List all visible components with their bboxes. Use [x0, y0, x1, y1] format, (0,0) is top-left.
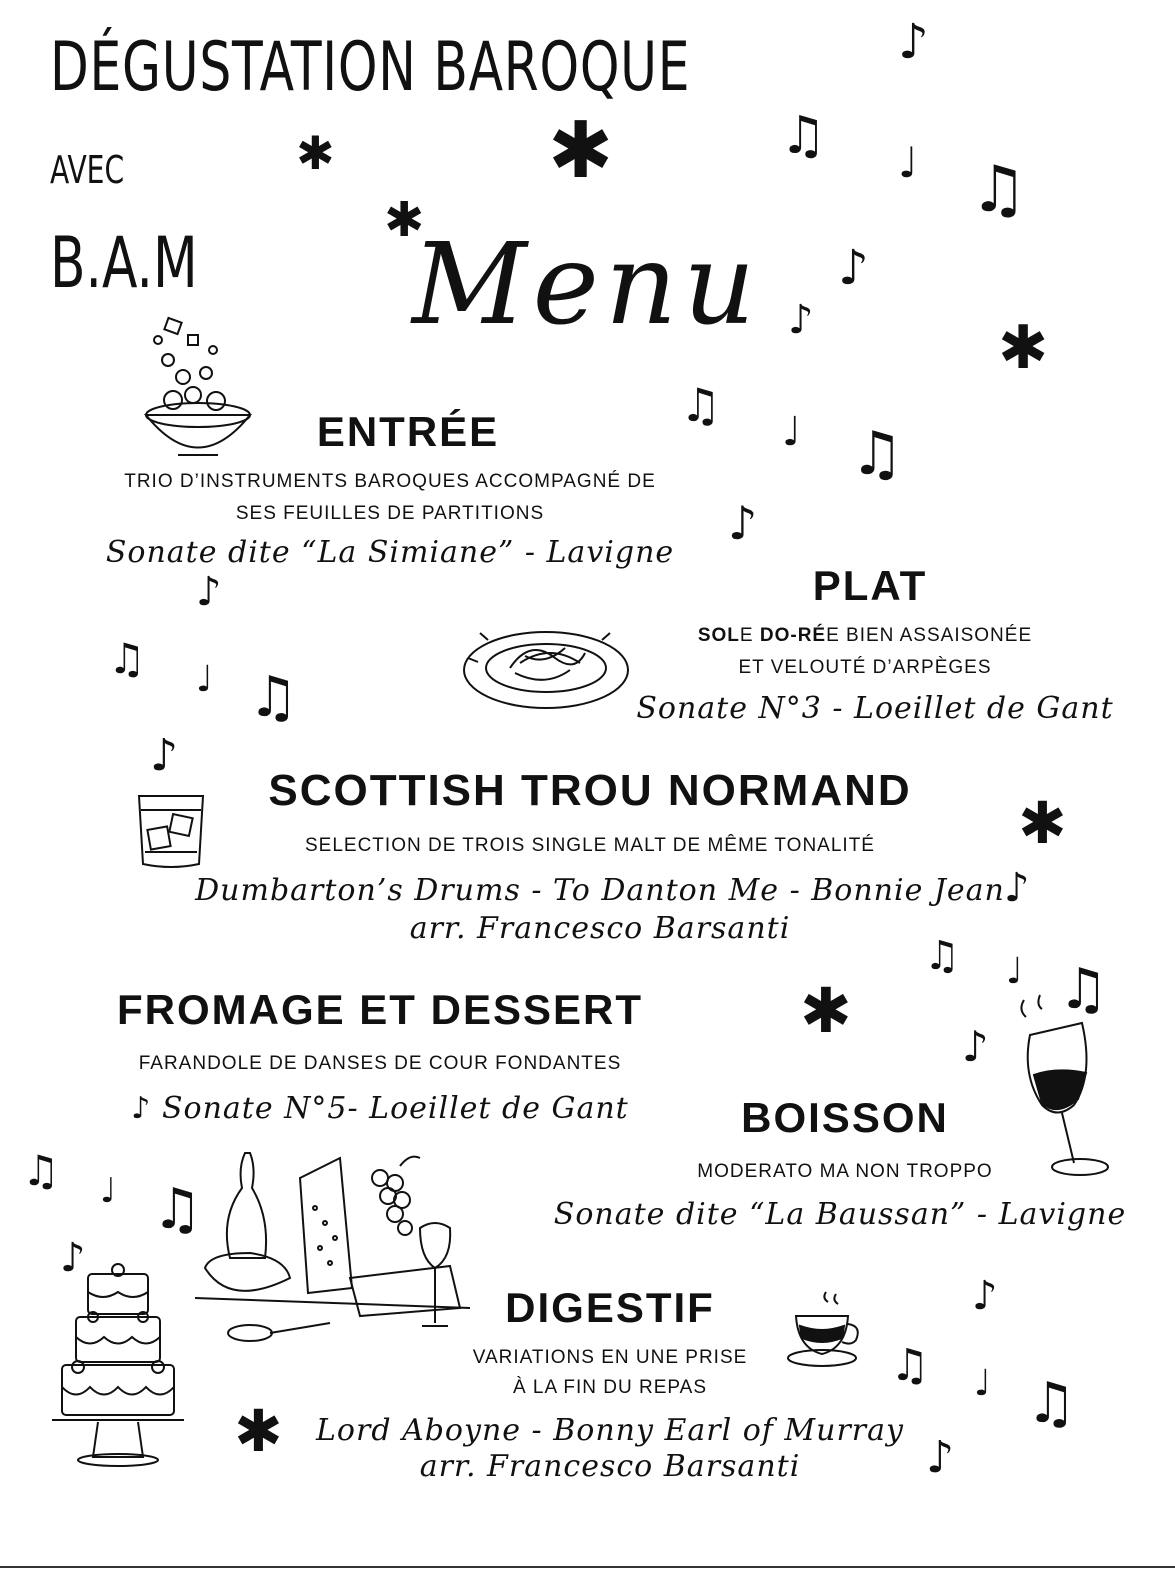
plat-desc-e: E — [739, 625, 760, 646]
beamed-notes-icon: ♫ — [780, 106, 827, 166]
asterisk-icon: ✱ — [800, 974, 852, 1047]
beamed-notes-icon: ♫ — [248, 665, 299, 730]
plat-desc-dore: DO-RÉ — [759, 625, 827, 646]
eighth-note-icon: ♪ — [788, 297, 814, 343]
spaghetti-plate-icon — [460, 618, 632, 718]
digestif-desc-line1: VARIATIONS EN UNE PRISE — [472, 1347, 748, 1368]
boisson-piece: Sonate dite “La Baussan” - Lavigne — [553, 1197, 1127, 1232]
digestif-piece-line1: Lord Aboyne - Bonny Earl of Murray — [316, 1413, 904, 1448]
quarter-note-icon: ♩ — [974, 1363, 991, 1404]
eighth-note-icon: ♪ — [962, 1022, 989, 1071]
trou-normand-desc: SELECTION DE TROIS SINGLE MALT DE MÊME TONALITÉ — [305, 835, 875, 856]
fromage-piece — [100, 1090, 660, 1128]
eighth-note-icon: ♪ — [898, 14, 929, 70]
trou-normand-piece-line1: Dumbarton’s Drums - To Danton Me - Bonnie Jean — [195, 873, 1005, 908]
entree-desc-line2: SES FEUILLES DE PARTITIONS — [235, 503, 545, 524]
quarter-note-icon: ♩ — [100, 1171, 117, 1211]
wine-glass-icon — [1012, 995, 1112, 1185]
ensemble-name: B.A.M — [50, 222, 198, 304]
wedding-cake-icon — [48, 1262, 188, 1472]
entree-piece: Sonate dite “La Simiane” - Lavigne — [105, 535, 675, 570]
eighth-note-icon: ♪ — [838, 240, 869, 296]
eighth-note-icon: ♪ — [926, 1432, 955, 1483]
section-title-trou-normand: SCOTTISH TROU NORMAND — [268, 766, 912, 815]
quarter-note-icon: ♩ — [1006, 951, 1023, 992]
asterisk-icon: ✱ — [548, 106, 614, 196]
eighth-note-icon: ♪ — [60, 1235, 86, 1281]
eighth-note-icon: ♪ — [1004, 865, 1030, 911]
plat-piece: Sonate N°3 - Loeillet de Gant — [636, 691, 1114, 726]
beamed-notes-icon: ♫ — [1026, 1371, 1077, 1436]
coffee-cup-icon — [786, 1288, 866, 1370]
beamed-notes-icon: ♫ — [970, 153, 1028, 227]
section-title-fromage: FROMAGE ET DESSERT — [116, 986, 644, 1033]
asterisk-icon: ✱ — [998, 313, 1049, 383]
eighth-note-icon: ♪ — [150, 730, 179, 781]
section-title-digestif: DIGESTIF — [505, 1284, 715, 1331]
trou-normand-piece-line2: arr. Francesco Barsanti — [409, 911, 791, 946]
eighth-note-icon: ♪ — [196, 569, 222, 615]
digestif-piece-line2: arr. Francesco Barsanti — [419, 1449, 801, 1484]
beamed-notes-icon: ♫ — [22, 1146, 60, 1195]
asterisk-icon: ✱ — [384, 192, 425, 248]
boisson-desc: MODERATO MA NON TROPPO — [697, 1161, 993, 1182]
plat-desc-rest: E BIEN ASSAISONÉE — [826, 625, 1033, 646]
bottom-divider — [0, 1566, 1175, 1568]
quarter-note-icon: ♩ — [196, 659, 213, 700]
beamed-notes-icon: ♫ — [152, 1177, 203, 1242]
entree-desc-line1: TRIO D’INSTRUMENTS BAROQUES ACCOMPAGNÉ DE — [124, 471, 656, 492]
menu-heading: Menu — [412, 220, 762, 350]
whisky-glass-icon — [135, 792, 207, 870]
asterisk-icon: ✱ — [234, 1397, 283, 1465]
asterisk-icon: ✱ — [296, 126, 335, 180]
quarter-note-icon: ♩ — [782, 409, 801, 455]
section-title-plat: PLAT — [812, 562, 928, 609]
fromage-piece-text: Sonate N°5- Loeillet de Gant — [161, 1091, 629, 1126]
plat-desc-sol: SOL — [697, 625, 740, 646]
fromage-note-icon: ♪ — [131, 1091, 152, 1126]
eighth-note-icon: ♪ — [728, 496, 758, 550]
plat-desc-line2: ET VELOUTÉ D’ARPÈGES — [738, 657, 992, 678]
beamed-notes-icon: ♫ — [850, 419, 904, 489]
digestif-desc-line2: À LA FIN DU REPAS — [512, 1377, 708, 1398]
avec-label: AVEC — [50, 148, 125, 192]
cheese-board-icon — [190, 1148, 480, 1348]
page-title: DÉGUSTATION BAROQUE — [50, 28, 691, 107]
fromage-desc: FARANDOLE DE DANSES DE COUR FONDANTES — [138, 1053, 622, 1074]
beamed-notes-icon: ♫ — [680, 378, 722, 432]
asterisk-icon: ✱ — [1018, 789, 1067, 857]
quarter-note-icon: ♩ — [898, 138, 918, 187]
beamed-notes-icon: ♫ — [1058, 957, 1109, 1022]
beamed-notes-icon: ♫ — [924, 933, 960, 979]
plat-desc-line1 — [640, 620, 1090, 652]
eighth-note-icon: ♪ — [972, 1273, 998, 1319]
beamed-notes-icon: ♫ — [890, 1340, 930, 1391]
section-title-entree: ENTRÉE — [316, 408, 500, 455]
beamed-notes-icon: ♫ — [108, 634, 146, 683]
salad-bowl-icon — [138, 315, 258, 465]
section-title-boisson: BOISSON — [741, 1094, 949, 1141]
